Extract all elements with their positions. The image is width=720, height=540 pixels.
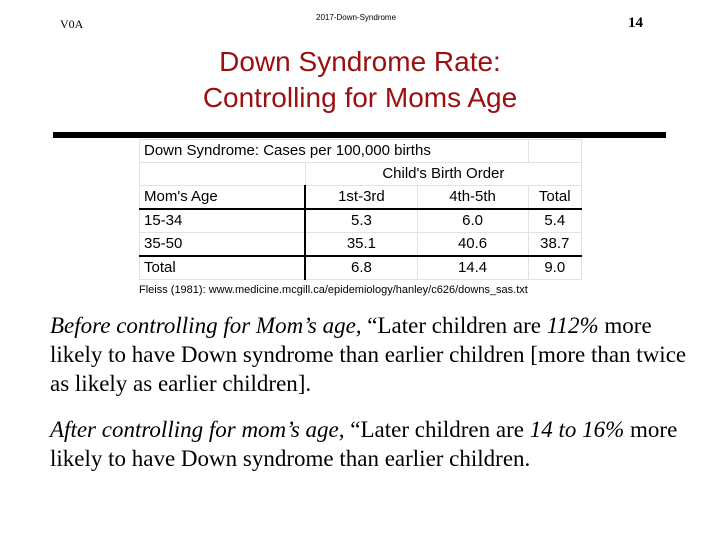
table-caption-row — [140, 140, 582, 163]
table-cell: 35.1 — [305, 233, 417, 257]
table-cell: 40.6 — [417, 233, 528, 257]
title-line-2: Controlling for Moms Age — [202, 82, 518, 113]
text-italic: After controlling for mom’s age, — [50, 417, 345, 442]
table-cell: 5.4 — [528, 209, 581, 233]
page-number: 14 — [628, 15, 643, 31]
table-group-header-row — [140, 163, 582, 186]
down-syndrome-table — [139, 139, 582, 280]
header-label: V0A — [60, 17, 84, 31]
row-label: 35-50 — [140, 233, 306, 257]
text-span: “Later children are — [361, 313, 547, 338]
text-span: more likely to have Down syndrome than earlier children. — [50, 417, 678, 471]
group-header: Child's Birth Order — [305, 163, 581, 186]
table-header-row — [140, 186, 582, 210]
table-row — [140, 209, 582, 233]
table-cell: 6.8 — [305, 256, 417, 280]
table-cell: 5.3 — [305, 209, 417, 233]
table-cell: 14.4 — [417, 256, 528, 280]
slide-title — [150, 44, 570, 116]
paragraph-after — [50, 415, 690, 473]
row-label: 15-34 — [140, 209, 306, 233]
text-italic: Before controlling for Mom’s age, — [50, 313, 362, 338]
table-cell — [140, 163, 306, 186]
text-italic: 14 to 16% — [529, 417, 625, 442]
table-row — [140, 256, 582, 280]
table-cell: 38.7 — [528, 233, 581, 257]
table-cell — [528, 140, 581, 163]
column-header: Total — [528, 186, 581, 210]
table-row — [140, 233, 582, 257]
paragraph-before — [50, 311, 690, 398]
table-source: Fleiss (1981): www.medicine.mcgill.ca/epidemiology/hanley/c626/downs_sas.txt — [139, 284, 528, 296]
column-header: Mom's Age — [140, 186, 306, 210]
title-line-1: Down Syndrome Rate: — [219, 46, 501, 77]
title-divider — [53, 132, 666, 138]
column-header: 1st-3rd — [305, 186, 417, 210]
table-caption: Down Syndrome: Cases per 100,000 births — [140, 140, 529, 163]
text-span: “Later children are — [344, 417, 530, 442]
text-italic: 112% — [546, 313, 599, 338]
table-cell: 9.0 — [528, 256, 581, 280]
data-table-image — [139, 139, 582, 296]
document-name: 2017-Down-Syndrome — [316, 13, 397, 22]
column-header: 4th-5th — [417, 186, 528, 210]
row-label: Total — [140, 256, 306, 280]
text-span: more likely to have Down syndrome than earlier children [more than twice as likely as earlier children]. — [50, 313, 687, 396]
table-cell: 6.0 — [417, 209, 528, 233]
